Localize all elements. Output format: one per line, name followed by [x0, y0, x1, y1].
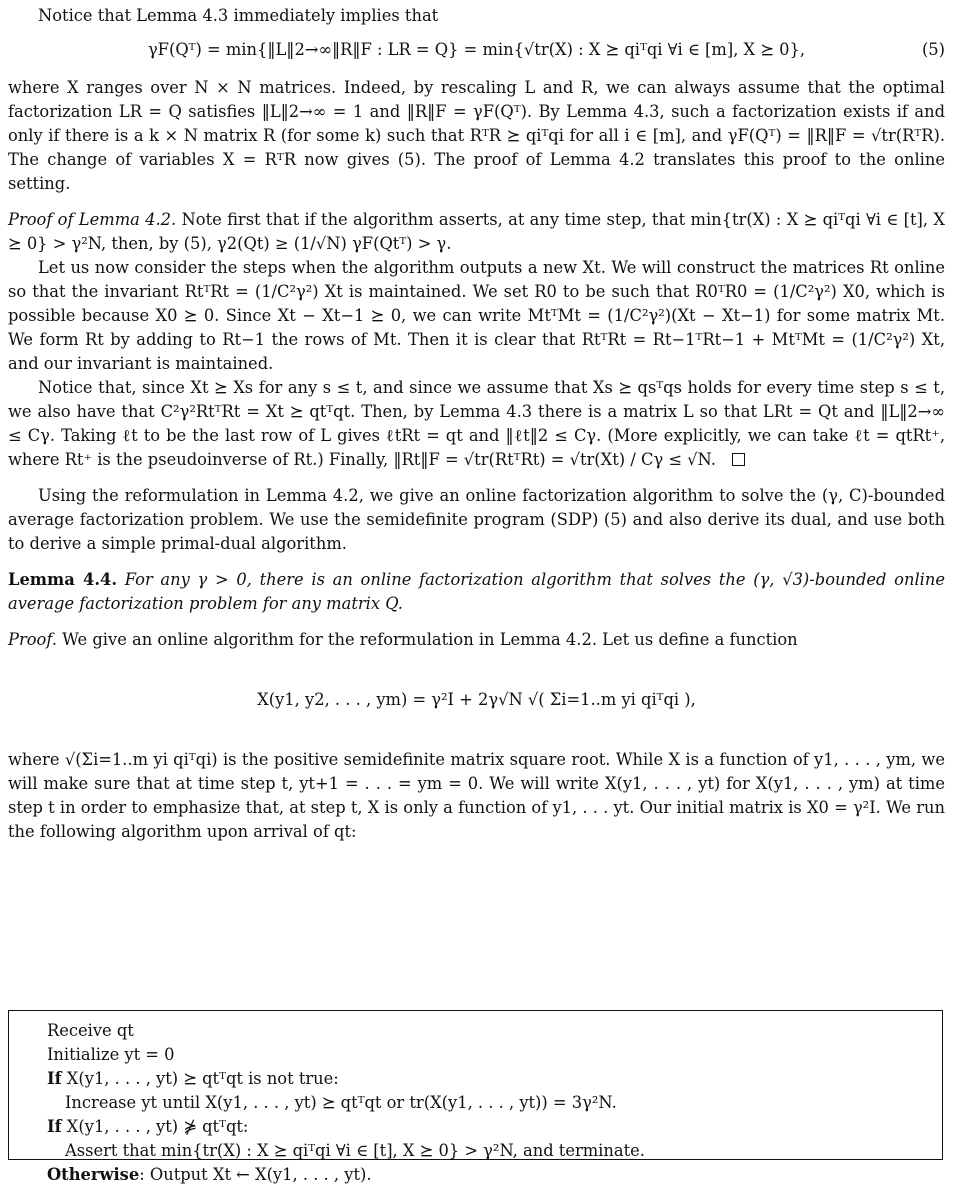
paper-page	[8, 2, 945, 1184]
proof-label: Proof.	[8, 630, 57, 649]
algo-line-otherwise	[47, 1163, 904, 1187]
equation-5-number: (5)	[921, 40, 945, 59]
where-paragraph: where X ranges over N × N matrices. Indeed, by rescaling L and R, we can always assume that the optimal factorization LR = Q satisfies ‖L‖2→∞ = 1 and ‖R‖F = γF(Qᵀ). By Lemma 4.3, such a factorization exists if and only if there is a k × N matrix R (for some k) such that RᵀR ⪰ qiᵀqi for all i ∈ [m], and γF(Qᵀ) = ‖R‖F = √tr(RᵀR). The change of variables X = RᵀR now gives (5). The proof of Lemma 4.2 translates this proof to the online setting.	[8, 78, 945, 193]
proof-lemma-4-2-p1	[8, 208, 945, 256]
algo-line-receive: Receive qt	[47, 1021, 134, 1040]
lemma-4-4	[8, 568, 945, 616]
algorithm-box	[8, 1010, 943, 1184]
lemma-4-4-statement: For any γ > 0, there is an online factorization algorithm that solves the (γ, √3)-bounded online average factorization problem for any matrix Q.	[8, 570, 945, 613]
equation-x-body: X(y1, y2, . . . , ym) = γ²I + 2γ√N √( Σi=1..m yi qiᵀqi ),	[257, 690, 696, 709]
proof-intro-text: We give an online algorithm for the reformulation in Lemma 4.2. Let us define a function	[62, 630, 798, 649]
equation-5-body: γF(Qᵀ) = min{‖L‖2→∞‖R‖F : LR = Q} = min{√tr(X) : X ⪰ qiᵀqi ∀i ∈ [m], X ⪰ 0},	[147, 40, 806, 59]
algo-line-if-not-succeq	[47, 1115, 904, 1139]
proof-lemma-4-2-p1-text: Note first that if the algorithm asserts, at any time step, that min{tr(X) : X ⪰ qiᵀqi ∀i ∈ [t], X ⪰ 0} > γ²N, then, by (5), γ2(Qt) ≥ (1/√N) γF(Qtᵀ) > γ.	[8, 210, 945, 253]
proof-lemma-4-2-p2: Let us now consider the steps when the algorithm outputs a new Xt. We will construct the matrices Rt online so that the invariant RtᵀRt = (1/C²γ²) Xt is maintained. We set R0 to be such that R0ᵀR0 = (1/C²γ²) X0, which is possible because X0 ⪰ 0. Since Xt − Xt−1 ⪰ 0, we can write MtᵀMt = (1/C²γ²)(Xt − Xt−1) for some matrix Mt. We form Rt by adding to Rt−1 the rows of Mt. Then it is clear that RtᵀRt = Rt−1ᵀRt−1 + MtᵀMt = (1/C²γ²) Xt, and our invariant is maintained.	[8, 258, 945, 373]
equation-x-definition	[8, 652, 945, 748]
algo-line-if-not-true	[47, 1067, 904, 1091]
algo-if-keyword: If	[47, 1069, 62, 1088]
algo-if-condition-2: X(y1, . . . , yt) ⋡ qtᵀqt:	[61, 1117, 249, 1136]
proof-lemma-4-4-intro	[8, 628, 945, 652]
algo-line-increase: Increase yt until X(y1, . . . , yt) ⪰ qtᵀqt or tr(X(y1, . . . , yt)) = 3γ²N.	[65, 1093, 617, 1112]
proof-lemma-4-2-title: Proof of Lemma 4.2.	[8, 210, 177, 229]
algo-line-initialize: Initialize yt = 0	[47, 1045, 175, 1064]
equation-5	[8, 28, 945, 70]
algo-otherwise-keyword: Otherwise	[47, 1165, 140, 1184]
algo-if-condition: X(y1, . . . , yt) ⪰ qtᵀqt is not true:	[61, 1069, 339, 1088]
algo-if-keyword-2: If	[47, 1117, 62, 1136]
lemma-4-4-label: Lemma 4.4.	[8, 570, 118, 589]
proof-lemma-4-2-p3-text: Notice that, since Xt ⪰ Xs for any s ≤ t, and since we assume that Xs ⪰ qsᵀqs holds for every time step s ≤ t, we also have that C²γ²RtᵀRt = Xt ⪰ qtᵀqt. Then, by Lemma 4.3 there is a matrix L so that LRt = Qt and ‖L‖2→∞ ≤ Cγ. Taking ℓt to be the last row of L gives ℓtRt = qt and ‖ℓt‖2 ≤ Cγ. (More explicitly, we can take ℓt = qtRt⁺, where Rt⁺ is the pseudoinverse of Rt.) Finally, ‖Rt‖F = √tr(RtᵀRt) = √tr(Xt) / Cγ ≤ √N.	[8, 378, 945, 469]
qed-square-icon	[732, 453, 745, 466]
notice-paragraph: Notice that Lemma 4.3 immediately implies that	[38, 6, 439, 25]
algo-line-assert: Assert that min{tr(X) : X ⪰ qiᵀqi ∀i ∈ [t], X ⪰ 0} > γ²N, and terminate.	[65, 1141, 645, 1160]
using-paragraph: Using the reformulation in Lemma 4.2, we give an online factorization algorithm to solve the (γ, C)-bounded average factorization problem. We use the semidefinite program (SDP) (5) and also derive its dual, and use both to derive a simple primal-dual algorithm.	[8, 486, 945, 553]
algo-otherwise-output: : Output Xt ← X(y1, . . . , yt).	[139, 1165, 372, 1184]
where-sqrt-paragraph: where √(Σi=1..m yi qiᵀqi) is the positive semidefinite matrix square root. While X is a function of y1, . . . , ym, we will make sure that at time step t, yt+1 = . . . = ym = 0. We will write X(y1, . . . , yt) for X(y1, . . . , ym) at time step t in order to emphasize that, at step t, X is only a function of y1, . . . yt. Our initial matrix is X0 = γ²I. We run the following algorithm upon arrival of qt:	[8, 750, 945, 841]
proof-lemma-4-2-p3	[8, 376, 945, 472]
